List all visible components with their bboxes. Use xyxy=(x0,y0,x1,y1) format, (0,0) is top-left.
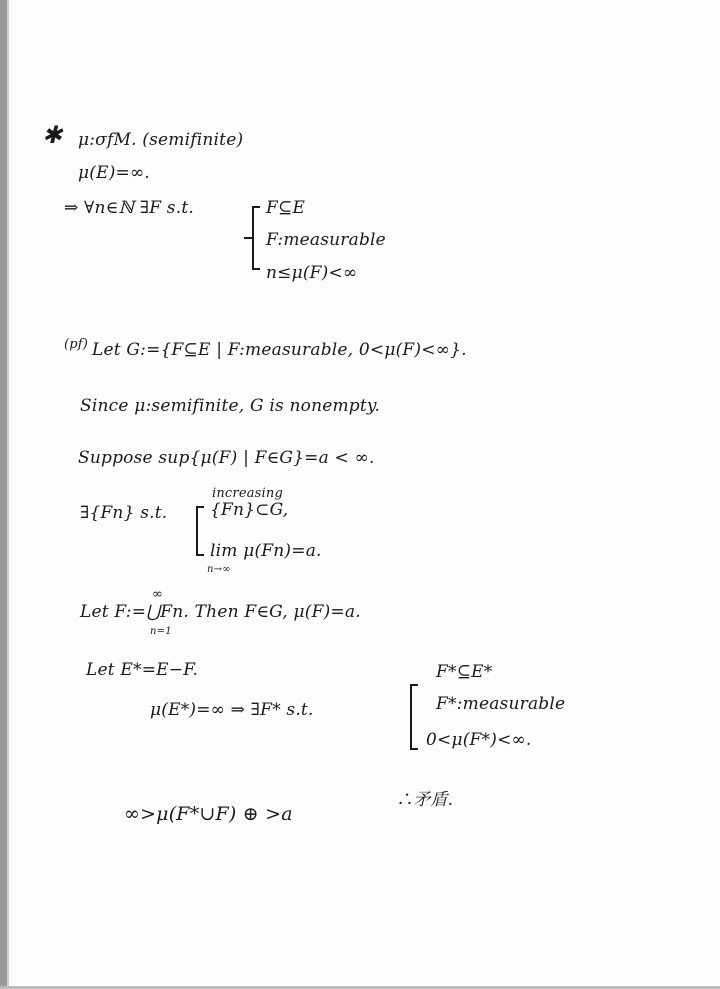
claim-line-2: μ(E)=∞. xyxy=(78,163,150,183)
scan-left-edge xyxy=(0,0,7,989)
let-f-line: Let F:=⋃Fn. Then F∈G, μ(F)=a. xyxy=(80,602,361,622)
claim-condition-2: F:measurable xyxy=(266,230,386,250)
claim-brace-bottom xyxy=(252,268,260,270)
claim-brace xyxy=(252,206,254,270)
proof-line-1: Let G:={F⊆E | F:measurable, 0<μ(F)<∞}. xyxy=(92,340,467,360)
e-brace-bottom xyxy=(410,748,418,750)
claim-line-1: μ:σfM. (semifinite) xyxy=(78,130,244,150)
proof-line-3: Suppose sup{μ(F) | F∈G}=a < ∞. xyxy=(78,448,375,468)
sequence-brace-bottom xyxy=(196,554,204,556)
e-condition-3: 0<μ(F*)<∞. xyxy=(426,730,532,750)
e-condition-1: F*⊆E* xyxy=(436,662,493,682)
union-lower-limit: n=1 xyxy=(150,626,172,637)
sequence-brace-top xyxy=(196,506,204,508)
star-mark: ✱ xyxy=(42,121,63,149)
sequence-condition-2: lim μ(Fn)=a. xyxy=(210,541,322,561)
contradiction-mark: ∴矛盾. xyxy=(396,790,454,810)
claim-condition-3: n≤μ(F)<∞ xyxy=(266,263,358,283)
e-condition-2: F*:measurable xyxy=(436,694,566,714)
e-brace-top xyxy=(410,684,418,686)
proof-line-2: Since μ:semifinite, G is nonempty. xyxy=(80,396,381,416)
claim-condition-1: F⊆E xyxy=(266,198,306,218)
increasing-note: increasing xyxy=(212,486,283,501)
proof-label: (pf) xyxy=(64,337,89,352)
claim-brace-top xyxy=(252,206,260,208)
e-brace xyxy=(410,684,412,750)
mu-e-line: μ(E*)=∞ ⇒ ∃F* s.t. xyxy=(150,700,314,720)
let-e-line: Let E*=E−F. xyxy=(86,660,199,680)
exists-sequence: ∃{Fn} s.t. xyxy=(80,503,168,523)
claim-line-3: ⇒ ∀n∈ℕ ∃F s.t. xyxy=(64,198,194,218)
limit-subscript: n→∞ xyxy=(207,564,231,575)
claim-brace-mid xyxy=(244,237,252,239)
final-inequality: ∞>μ(F*∪F) ⊕ >a xyxy=(124,803,293,825)
sequence-condition-1: {Fn}⊂G, xyxy=(210,500,289,520)
scan-left-edge-shadow xyxy=(7,0,9,989)
union-upper-limit: ∞ xyxy=(152,587,164,602)
sequence-brace xyxy=(196,506,198,556)
